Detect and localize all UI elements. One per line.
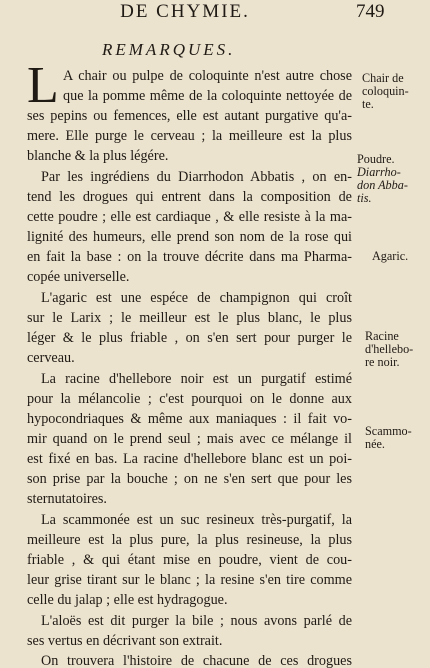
margin-note-scammonee: Scammo- née. — [365, 424, 412, 451]
text-line: lignité des humeurs, elle prend son nom de la rose qui — [27, 229, 352, 245]
margin-note-poudre: Poudre. Diarrho- don Abba- tis. — [357, 152, 408, 205]
section-title: REMARQUES. — [102, 40, 236, 59]
text-line: que la pomme même de la coloquinte nettoyée de — [63, 88, 352, 104]
text-line: pour la mélancolie ; c'est pourquoi on le donne aux — [27, 391, 352, 407]
text-line: son prise par la bouche ; on ne s'en sert que pour les — [27, 471, 352, 487]
text-line: sternutatoires. — [27, 491, 107, 507]
text-line: cerveau. — [27, 350, 75, 366]
text-line: mir quand on le prend seul ; mais avec ce mélange il — [27, 431, 352, 447]
margin-note-racine: Racine d'hellebo- re noir. — [365, 329, 414, 369]
text-line: La racine d'hellebore noir est un purgatif estimé — [41, 371, 352, 387]
text-line: L'agaric est une espéce de champignon qui croît — [41, 290, 352, 306]
text-line: blanche & la plus légére. — [27, 148, 169, 164]
text-line: léger & le plus friable , on s'en sert pour purger le — [27, 330, 352, 346]
text-line: L'aloës est dit purger la bile ; nous avons parlé de — [41, 613, 352, 629]
text-line: celle du jalap ; elle est hydragogue. — [27, 592, 228, 608]
text-line: leur grise tirant sur le blanc ; la resine s'en tire comme — [27, 572, 352, 588]
running-head: DE CHYMIE. — [120, 1, 250, 22]
text-line: A chair ou pulpe de coloquinte n'est autre chose — [63, 68, 352, 84]
text-line: mere. Elle purge le cerveau ; la meilleure est la plus — [27, 128, 352, 144]
text-line: Par les ingrédiens du Diarrhodon Abbatis , on en- — [41, 169, 352, 185]
page-number: 749 — [356, 1, 385, 22]
text-line: est fixé en bas. La racine d'hellebore blanc est un poi- — [27, 451, 352, 467]
text-line: ses pepins ou femences, elle est autant purgative qu'a- — [27, 108, 352, 124]
drop-cap: L — [27, 57, 59, 114]
text-line: en fait la base : on la trouve décrite dans ma Pharma- — [27, 249, 352, 265]
text-line: sur le Larix ; le meilleur est le plus blanc, le plus — [27, 310, 352, 326]
text-line: tend les drogues qui entrent dans la composition de — [27, 189, 352, 205]
text-line: copée universelle. — [27, 269, 130, 285]
text-line: friable , & qui étant mise en poudre, vient de cou- — [27, 552, 352, 568]
margin-note-chair: Chair de coloquin- te. — [362, 71, 409, 111]
margin-note-agaric: Agaric. — [372, 249, 409, 263]
text-line: ses vertus en décrivant son extrait. — [27, 633, 223, 649]
text-line: hypocondriaques & même aux maniaques : il fait vo- — [27, 411, 352, 427]
text-line: cette poudre ; elle est cardiaque , & elle resiste à la ma- — [27, 209, 352, 225]
text-line: meilleure est la plus pure, la plus resineuse, la plus — [27, 532, 352, 548]
text-line: La scammonée est un suc resineux très-purgatif, la — [41, 512, 352, 528]
text-line: On trouvera l'histoire de chacune de ces drogues — [41, 653, 352, 668]
